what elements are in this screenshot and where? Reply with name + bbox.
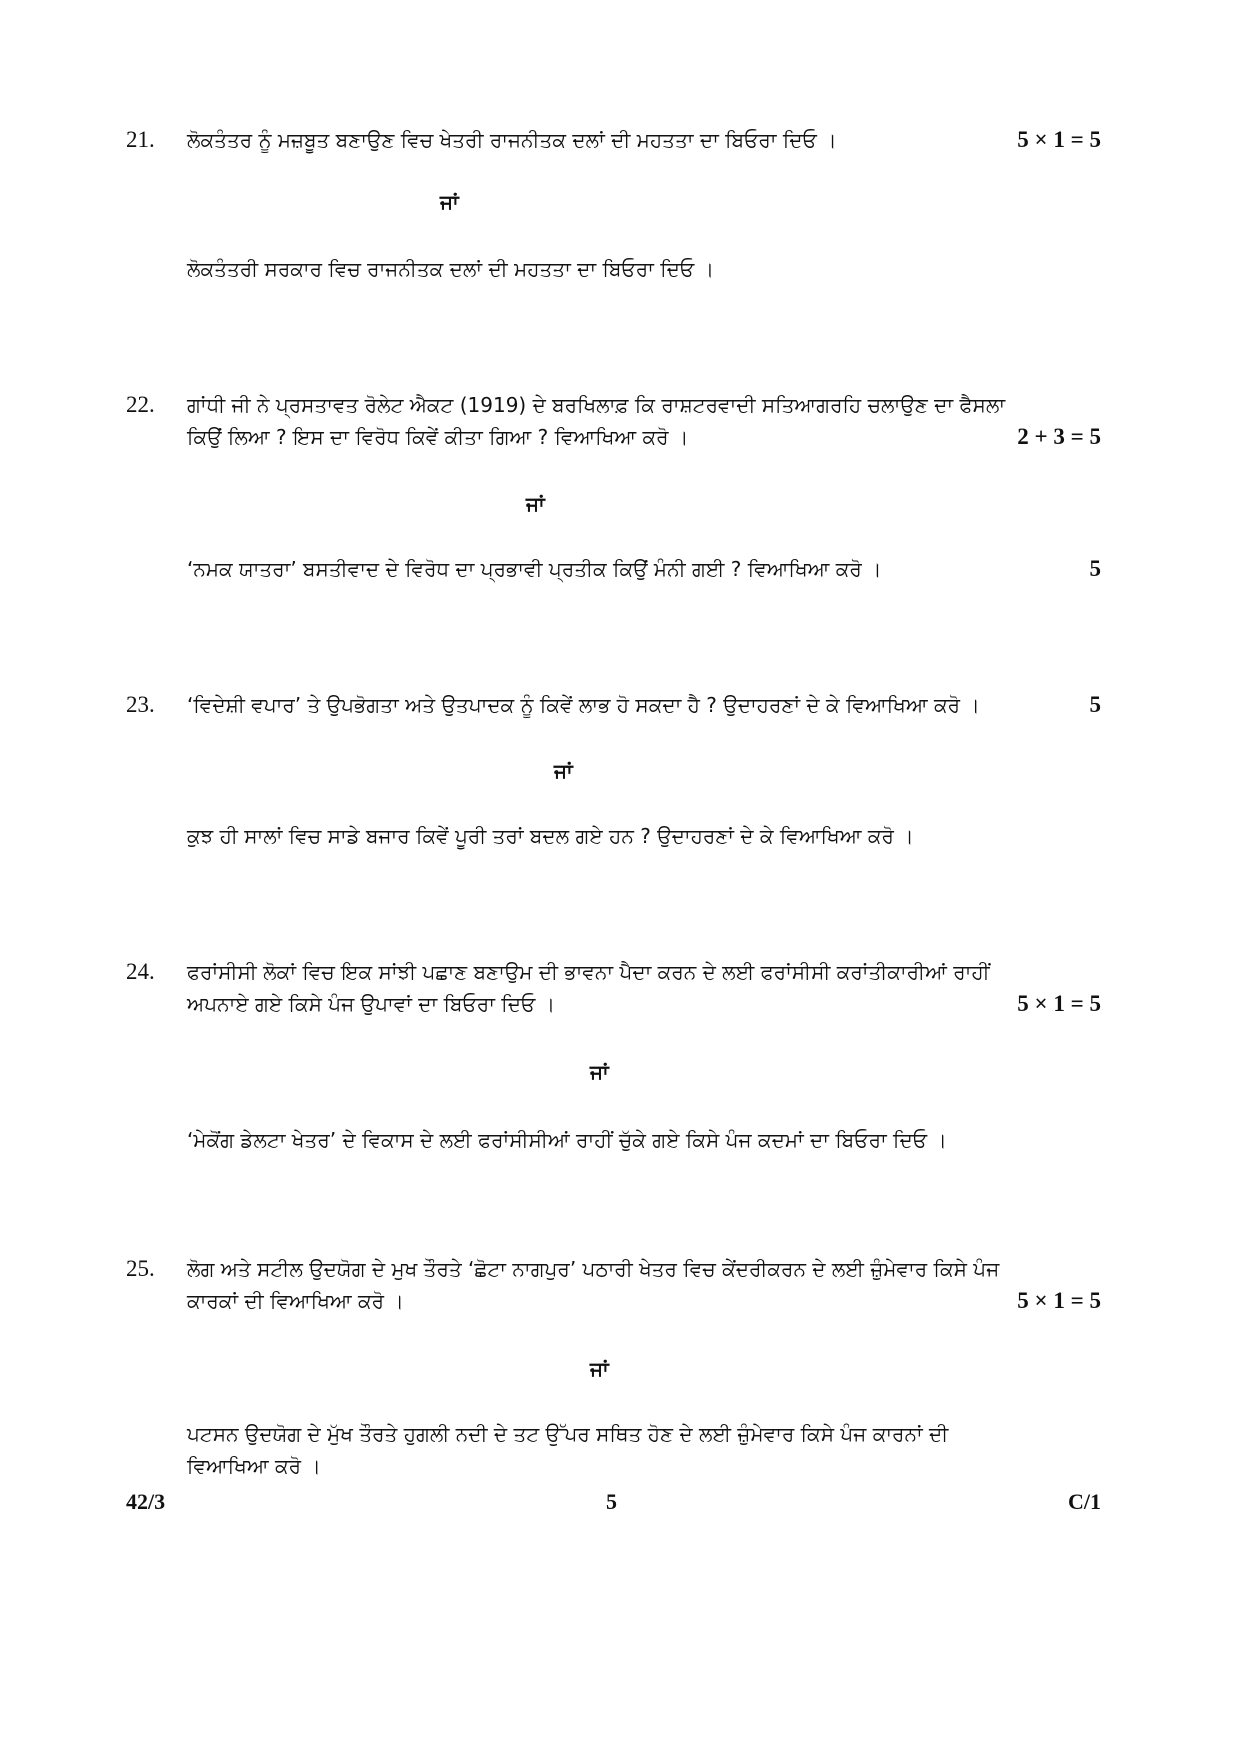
- question-text-line-2: ਅਪਨਾਏ ਗਏ ਕਿਸੇ ਪੰਜ ਉਪਾਵਾਂ ਦਾ ਬਿਓਰਾ ਦਿਓ ।: [187, 992, 556, 1016]
- question-text-line-1: ਗਾਂਧੀ ਜੀ ਨੇ ਪ੍ਰਸਤਾਵਤ ਰੋਲੇਟ ਐਕਟ (1919) ਦੇ ਬਰਖਿਲਾਫ਼ ਕਿ ਰਾਸ਼ਟਰਵਾਦੀ ਸਤਿਆਗਰਹਿ ਚਲਾਉਣ ਦਾ ਫੈਸਲਾ: [187, 393, 1006, 417]
- question-text-line-2: ਕਾਰਕਾਂ ਦੀ ਵਿਆਖਿਆ ਕਰੋ ।: [187, 1289, 404, 1313]
- question-text-line-2: ਕਿਉਂ ਲਿਆ ? ਇਸ ਦਾ ਵਿਰੋਧ ਕਿਵੇਂ ਕੀਤਾ ਗਿਆ ? ਵਿਆਖਿਆ ਕਰੋ ।: [187, 425, 689, 449]
- paper-code: 42/3: [126, 1489, 166, 1514]
- alternative-question-text: ‘ਮੇਕੋਂਗ ਡੇਲਟਾ ਖੇਤਰ’ ਦੇ ਵਿਕਾਸ ਦੇ ਲਈ ਫਰਾਂਸੀਸੀਆਂ ਰਾਹੀਂ ਚੁੱਕੇ ਗਏ ਕਿਸੇ ਪੰਜ ਕਦਮਾਂ ਦਾ ਬਿਓਰਾ ਦਿਓ ।: [187, 1128, 947, 1152]
- or-label: ਜਾਂ: [590, 1060, 609, 1084]
- question-marks: 5 × 1 = 5: [1017, 127, 1101, 152]
- question-marks: 2 + 3 = 5: [1017, 424, 1101, 449]
- or-label: ਜਾਂ: [554, 759, 573, 783]
- question-text-line-1: ਫਰਾਂਸੀਸੀ ਲੋਕਾਂ ਵਿਚ ਇਕ ਸਾਂਝੀ ਪਛਾਣ ਬਣਾਉਮ ਦੀ ਭਾਵਨਾ ਪੈਦਾ ਕਰਨ ਦੇ ਲਈ ਫਰਾਂਸੀਸੀ ਕਰਾਂਤੀਕਾਰੀਆਂ ਰਾਹੀਂ: [187, 960, 990, 984]
- alternative-question-marks: 5: [1089, 556, 1101, 581]
- question-number: 22.: [126, 392, 155, 417]
- question-number: 23.: [126, 692, 155, 717]
- question-text-line-1: ਲੋਗ ਅਤੇ ਸਟੀਲ ਉਦਯੋਗ ਦੇ ਮੁਖ ਤੌਰਤੇ ‘ਛੋਟਾ ਨਾਗਪੁਰ’ ਪਠਾਰੀ ਖੇਤਰ ਵਿਚ ਕੇਂਦਰੀਕਰਨ ਦੇ ਲਈ ਜ਼ੁੰਮੇਵਾਰ ਕਿਸੇ ਪੰਜ: [187, 1257, 1000, 1281]
- page-number: 5: [606, 1489, 617, 1514]
- or-label: ਜਾਂ: [590, 1357, 609, 1381]
- alternative-question-text: ‘ਨਮਕ ਯਾਤਰਾ’ ਬਸਤੀਵਾਦ ਦੇ ਵਿਰੋਧ ਦਾ ਪ੍ਰਭਾਵੀ ਪ੍ਰਤੀਕ ਕਿਉਂ ਮੰਨੀ ਗਈ ? ਵਿਆਖਿਆ ਕਰੋ ।: [187, 557, 882, 581]
- alternative-question-text: ਲੋਕਤੰਤਰੀ ਸਰਕਾਰ ਵਿਚ ਰਾਜਨੀਤਕ ਦਲਾਂ ਦੀ ਮਹਤਤਾ ਦਾ ਬਿਓਰਾ ਦਿਓ ।: [187, 257, 715, 281]
- question-marks: 5: [1089, 692, 1101, 717]
- question-number: 24.: [126, 959, 155, 984]
- question-number: 25.: [126, 1256, 155, 1281]
- or-label: ਜਾਂ: [440, 190, 459, 214]
- alternative-question-text-line-1: ਪਟਸਨ ਉਦਯੋਗ ਦੇ ਮੁੱਖ ਤੌਰਤੇ ਹੁਗਲੀ ਨਦੀ ਦੇ ਤਟ ਉੱਪਰ ਸਥਿਤ ਹੋਣ ਦੇ ਲਈ ਜ਼ੁੰਮੇਵਾਰ ਕਿਸੇ ਪੰਜ ਕਾਰਨਾਂ ਦੀ: [187, 1422, 949, 1446]
- set-code: C/1: [1068, 1489, 1101, 1514]
- question-number: 21.: [126, 127, 155, 152]
- question-text: ‘ਵਿਦੇਸ਼ੀ ਵਪਾਰ’ ਤੇ ਉਪਭੋਗਤਾ ਅਤੇ ਉਤਪਾਦਕ ਨੂੰ ਕਿਵੇਂ ਲਾਭ ਹੋ ਸਕਦਾ ਹੈ ? ਉਦਾਹਰਣਾਂ ਦੇ ਕੇ ਵਿਆਖਿਆ ਕਰੋ ।: [187, 693, 980, 717]
- question-marks: 5 × 1 = 5: [1017, 1288, 1101, 1313]
- question-text: ਲੋਕਤੰਤਰ ਨੂੰ ਮਜ਼ਬੂਤ ਬਣਾਉਣ ਵਿਚ ਖੇਤਰੀ ਰਾਜਨੀਤਕ ਦਲਾਂ ਦੀ ਮਹਤਤਾ ਦਾ ਬਿਓਰਾ ਦਿਓ ।: [187, 128, 837, 152]
- question-marks: 5 × 1 = 5: [1017, 991, 1101, 1016]
- alternative-question-text: ਕੁਝ ਹੀ ਸਾਲਾਂ ਵਿਚ ਸਾਡੇ ਬਜਾਰ ਕਿਵੇਂ ਪੂਰੀ ਤਰਾਂ ਬਦਲ ਗਏ ਹਨ ? ਉਦਾਹਰਣਾਂ ਦੇ ਕੇ ਵਿਆਖਿਆ ਕਰੋ ।: [187, 824, 914, 848]
- alternative-question-text-line-2: ਵਿਆਖਿਆ ਕਰੋ ।: [187, 1454, 321, 1478]
- or-label: ਜਾਂ: [526, 492, 545, 516]
